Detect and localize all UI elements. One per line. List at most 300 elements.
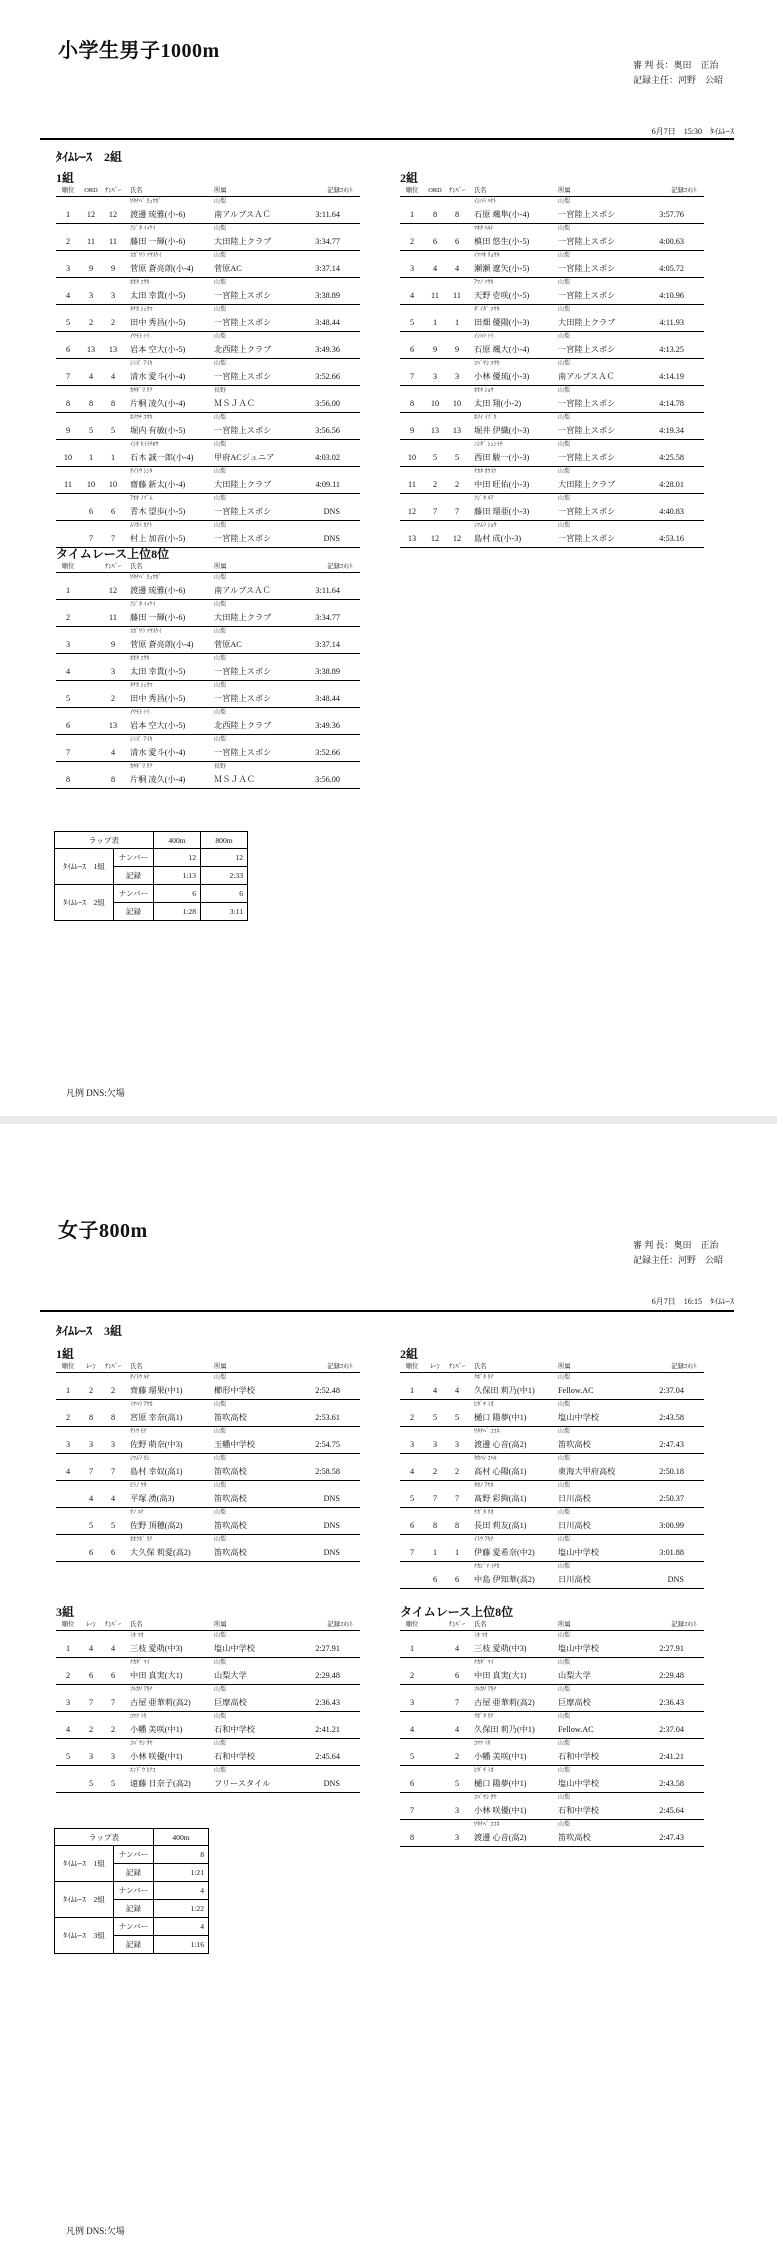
athlete-kana: ｶﾀｷﾞﾘ ﾘｸ bbox=[130, 764, 153, 770]
result-row bbox=[400, 251, 704, 278]
record: 4:11.93 bbox=[659, 318, 684, 327]
team-prefecture: 山梨 bbox=[558, 469, 571, 475]
athlete-kana: ﾜﾀﾅﾍﾞ ﾘｭｳｶﾞ bbox=[130, 199, 162, 205]
record: 4:14.78 bbox=[659, 399, 684, 408]
rank: 6 bbox=[65, 721, 71, 730]
team-prefecture: 山梨 bbox=[214, 442, 227, 448]
team-name: 一宮陸上スポシ bbox=[558, 453, 616, 462]
comment bbox=[340, 718, 360, 734]
athlete-kana: ﾅｶﾀ ｵｳｽｹ bbox=[474, 469, 497, 475]
athlete-name: 渡邊 琉雅(小-6) bbox=[130, 586, 186, 595]
rank bbox=[400, 1572, 424, 1588]
bib-number: 4 bbox=[110, 1644, 116, 1653]
athlete-name: 伊藤 愛希奈(中2) bbox=[474, 1548, 535, 1557]
result-row bbox=[56, 467, 360, 494]
team-prefecture: 山梨 bbox=[558, 1564, 571, 1570]
athlete-name: 大久保 莉愛(高2) bbox=[130, 1548, 191, 1557]
athlete-name: 齊藤 瑠果(中1) bbox=[130, 1386, 183, 1395]
order: 3 bbox=[88, 1440, 94, 1449]
athlete-name: 島村 幸奴(高1) bbox=[130, 1467, 183, 1476]
athlete-name: 小林 咲優(中1) bbox=[474, 1806, 527, 1815]
comment bbox=[340, 1749, 360, 1765]
rank: 7 bbox=[409, 1548, 415, 1557]
athlete-name: 槙田 悠生(小-5) bbox=[474, 237, 530, 246]
athlete-name: 田中 秀昌(小-5) bbox=[130, 318, 186, 327]
comment bbox=[684, 477, 704, 493]
lap-record-label: 記録 bbox=[114, 1936, 154, 1954]
team-prefecture: 山梨 bbox=[214, 361, 227, 367]
order bbox=[424, 1803, 446, 1819]
team-prefecture: 山梨 bbox=[214, 1483, 227, 1489]
athlete-kana: ｻﾉ ﾕﾅ bbox=[130, 1510, 144, 1516]
team-name: 一宮陸上スポシ bbox=[214, 507, 272, 516]
record: 2:27.91 bbox=[315, 1644, 340, 1653]
bib-number: 7 bbox=[110, 534, 116, 543]
athlete-name: 古屋 亜華莉(高2) bbox=[474, 1698, 535, 1707]
result-row bbox=[400, 1508, 704, 1535]
column-header bbox=[80, 562, 102, 572]
column-header: 記録 bbox=[327, 1621, 340, 1628]
record: 2:41.21 bbox=[315, 1725, 340, 1734]
team-name: 大田陸上クラブ bbox=[558, 318, 616, 327]
team-prefecture: 山梨 bbox=[214, 1510, 227, 1516]
comment bbox=[684, 1830, 704, 1846]
athlete-kana: ﾌｼﾞﾀ ｲｯｹｲ bbox=[130, 602, 156, 608]
athlete-name: 高村 心陽(高1) bbox=[474, 1467, 527, 1476]
team-name: 笛吹高校 bbox=[214, 1413, 247, 1422]
team-prefecture: 山梨 bbox=[558, 388, 571, 394]
results-page bbox=[0, 1124, 777, 2254]
rank: 5 bbox=[409, 318, 415, 327]
record: 2:45.64 bbox=[659, 1806, 684, 1815]
rank: 2 bbox=[65, 1671, 71, 1680]
bib-number: 7 bbox=[454, 507, 460, 516]
athlete-kana: ｻﾄｳ ﾓﾅ bbox=[130, 1429, 147, 1435]
column-header: 記録 bbox=[671, 1621, 684, 1628]
column-header: 順位 bbox=[405, 187, 419, 194]
column-header: ｺﾒﾝﾄ bbox=[684, 187, 697, 194]
team-prefecture: 山梨 bbox=[558, 334, 571, 340]
comment bbox=[340, 450, 360, 466]
athlete-kana: ﾌｼﾞﾀ ｲｯｹｲ bbox=[130, 226, 156, 232]
team-name: 石和中学校 bbox=[214, 1725, 255, 1734]
record: 3:01.88 bbox=[659, 1548, 684, 1557]
athlete-name: 中田 真実(大1) bbox=[130, 1671, 183, 1680]
rank: 1 bbox=[409, 1644, 415, 1653]
athlete-name: 太田 翔(小-2) bbox=[474, 399, 522, 408]
athlete-name: 片桐 凌久(小-4) bbox=[130, 399, 186, 408]
team-name: 東海大甲府高校 bbox=[558, 1467, 616, 1476]
team-name: 塩山中学校 bbox=[558, 1548, 599, 1557]
column-header: ﾅﾝﾊﾞｰ bbox=[449, 1363, 465, 1370]
record: 2:47.43 bbox=[659, 1440, 684, 1449]
column-header: 氏名 bbox=[474, 187, 487, 194]
bib-number: 2 bbox=[454, 480, 460, 489]
lap-number-label: ナンバー bbox=[114, 885, 154, 903]
result-row bbox=[400, 1454, 704, 1481]
order: 13 bbox=[86, 345, 96, 354]
column-header: 氏名 bbox=[130, 563, 143, 570]
lap-record: 1:21 bbox=[154, 1864, 209, 1882]
result-row bbox=[56, 1631, 360, 1658]
result-row bbox=[400, 1400, 704, 1427]
comment bbox=[340, 207, 360, 223]
rank: 2 bbox=[409, 237, 415, 246]
order: 7 bbox=[432, 1494, 438, 1503]
rank: 4 bbox=[409, 1725, 415, 1734]
team-prefecture: 山梨 bbox=[558, 415, 571, 421]
athlete-kana: ﾋﾗﾉ ｳﾀ bbox=[130, 1483, 147, 1489]
result-row bbox=[56, 386, 360, 413]
result-row bbox=[400, 332, 704, 359]
team-name: 日川高校 bbox=[558, 1494, 591, 1503]
column-header: ｺﾒﾝﾄ bbox=[340, 563, 353, 570]
team-name: 玉幡中学校 bbox=[214, 1440, 255, 1449]
athlete-kana: ｽｶﾞﾜﾗ ｿｳｽｹｲ bbox=[130, 629, 162, 635]
team-name: 一宮陸上スポシ bbox=[558, 291, 616, 300]
race-datetime: 6月7日 15:30 ﾀｲﾑﾚｰｽ bbox=[651, 127, 734, 136]
order: 5 bbox=[432, 453, 438, 462]
block-title: 2組 bbox=[400, 171, 419, 185]
team-name: 塩山中学校 bbox=[214, 1644, 255, 1653]
rank: 5 bbox=[409, 1494, 415, 1503]
column-header: 氏名 bbox=[474, 1363, 487, 1370]
team-name: 一宮陸上スポシ bbox=[558, 345, 616, 354]
team-name: 大田陸上クラブ bbox=[214, 237, 272, 246]
team-name: 一宮陸上スポシ bbox=[214, 318, 272, 327]
bib-number: 2 bbox=[454, 1752, 460, 1761]
comment bbox=[684, 288, 704, 304]
result-row bbox=[400, 1631, 704, 1658]
rank: 13 bbox=[407, 534, 417, 543]
record: 2:37.04 bbox=[659, 1386, 684, 1395]
rank: 8 bbox=[65, 399, 71, 408]
comment bbox=[340, 1518, 360, 1534]
athlete-kana: ﾅｶﾀﾞ ﾏｲ bbox=[130, 1660, 150, 1666]
team-name: 石和中学校 bbox=[214, 1752, 255, 1761]
column-header: ｺﾒﾝﾄ bbox=[684, 1621, 697, 1628]
order: 1 bbox=[88, 453, 94, 462]
lap-distance: 400m bbox=[154, 832, 201, 849]
athlete-kana: ﾑﾗｶﾐ ｶﾅﾄ bbox=[130, 523, 153, 529]
rank bbox=[56, 1545, 80, 1561]
column-header: ﾚｰﾝ bbox=[86, 1363, 96, 1370]
comment bbox=[340, 531, 360, 547]
bib-number: 8 bbox=[454, 1521, 460, 1530]
rank: 1 bbox=[409, 210, 415, 219]
result-row bbox=[400, 1535, 704, 1562]
bib-number: 7 bbox=[454, 1494, 460, 1503]
team-prefecture: 山梨 bbox=[214, 683, 227, 689]
result-row bbox=[56, 440, 360, 467]
athlete-kana: ﾌﾙｶﾜ ｱｷﾅ bbox=[130, 1687, 153, 1693]
team-prefecture: 山梨 bbox=[558, 361, 571, 367]
comment bbox=[684, 207, 704, 223]
record: 4:14.19 bbox=[659, 372, 684, 381]
comment bbox=[684, 1518, 704, 1534]
lap-record-label: 記録 bbox=[114, 1900, 154, 1918]
lap-number-label: ナンバー bbox=[114, 1918, 154, 1936]
team-prefecture: 山梨 bbox=[558, 199, 571, 205]
block-title: タイムレース上位8位 bbox=[56, 547, 170, 561]
rank: 2 bbox=[409, 1413, 415, 1422]
comment bbox=[340, 664, 360, 680]
comment bbox=[340, 1641, 360, 1657]
record: DNS bbox=[323, 1779, 340, 1788]
athlete-name: 藤田 瑠亜(小-3) bbox=[474, 507, 530, 516]
block-title: 3組 bbox=[56, 1605, 75, 1619]
comment bbox=[684, 1572, 704, 1588]
rank: 5 bbox=[65, 1752, 71, 1761]
order: 8 bbox=[88, 399, 94, 408]
bib-number: 12 bbox=[108, 586, 118, 595]
record: 3:11.64 bbox=[315, 210, 340, 219]
result-row bbox=[56, 600, 360, 627]
bib-number: 3 bbox=[110, 291, 116, 300]
comment bbox=[684, 1545, 704, 1561]
athlete-name: 石木 誠一郎(小-4) bbox=[130, 453, 194, 462]
column-header: 所属 bbox=[214, 187, 227, 194]
team-prefecture: 山梨 bbox=[558, 442, 571, 448]
result-row bbox=[400, 1562, 704, 1589]
team-name: 一宮陸上スポシ bbox=[558, 534, 616, 543]
order bbox=[424, 1776, 446, 1792]
rank: 4 bbox=[65, 1725, 71, 1734]
athlete-name: 瀬瀬 遼矢(小-5) bbox=[474, 264, 530, 273]
rank: 5 bbox=[65, 694, 71, 703]
order: 1 bbox=[432, 1548, 438, 1557]
lap-record-label: 記録 bbox=[114, 1864, 154, 1882]
bib-number: 4 bbox=[454, 264, 460, 273]
lap-number-label: ナンバー bbox=[114, 1882, 154, 1900]
athlete-name: 石原 颯大(小-4) bbox=[474, 345, 530, 354]
team-prefecture: 山梨 bbox=[558, 1402, 571, 1408]
comment bbox=[684, 423, 704, 439]
athlete-name: 天野 壱咲(小-5) bbox=[474, 291, 530, 300]
team-prefecture: 山梨 bbox=[214, 1660, 227, 1666]
order bbox=[80, 745, 102, 761]
bib-number: 2 bbox=[110, 1386, 116, 1395]
result-row bbox=[56, 413, 360, 440]
team-prefecture: 山梨 bbox=[214, 1429, 227, 1435]
column-header: ﾅﾝﾊﾞｰ bbox=[105, 563, 121, 570]
team-name: 菅原AC bbox=[214, 264, 242, 273]
bib-number: 9 bbox=[110, 640, 116, 649]
team-name: 塩山中学校 bbox=[558, 1644, 599, 1653]
column-header: 順位 bbox=[61, 563, 75, 570]
comment bbox=[684, 531, 704, 547]
bib-number: 5 bbox=[110, 1521, 116, 1530]
comment bbox=[684, 1464, 704, 1480]
result-row bbox=[56, 521, 360, 548]
rank: 11 bbox=[408, 480, 416, 489]
bib-number: 3 bbox=[110, 667, 116, 676]
column-header-row bbox=[400, 1362, 704, 1373]
rank: 2 bbox=[65, 613, 71, 622]
comment bbox=[340, 1545, 360, 1561]
column-header: 氏名 bbox=[130, 187, 143, 194]
order bbox=[80, 583, 102, 599]
team-name: 笛吹高校 bbox=[558, 1833, 591, 1842]
athlete-kana: ｵｵﾀ ｼｮｳ bbox=[474, 388, 494, 394]
rank: 1 bbox=[65, 1644, 71, 1653]
team-prefecture: 長野 bbox=[214, 764, 227, 770]
athlete-name: 小林 咲優(中1) bbox=[130, 1752, 183, 1761]
rank: 3 bbox=[65, 1440, 71, 1449]
record: 4:10.96 bbox=[659, 291, 684, 300]
team-prefecture: 山梨 bbox=[214, 710, 227, 716]
heat-block bbox=[400, 1346, 704, 1589]
athlete-name: 太田 幸貴(小-5) bbox=[130, 291, 186, 300]
athlete-name: 村上 加音(小-5) bbox=[130, 534, 186, 543]
athlete-name: 藤田 一輝(小-6) bbox=[130, 613, 186, 622]
lap-record: 1:16 bbox=[154, 1936, 209, 1954]
result-row bbox=[400, 1712, 704, 1739]
lap-group: ﾀｲﾑﾚｰｽ 1組 bbox=[55, 1846, 114, 1882]
team-name: 南アルプスＡＣ bbox=[214, 586, 271, 595]
lap-number: 12 bbox=[201, 849, 248, 867]
athlete-name: 三枝 愛萌(中3) bbox=[474, 1644, 527, 1653]
athlete-name: 田畑 優陽(小-3) bbox=[474, 318, 530, 327]
team-name: 笛吹高校 bbox=[214, 1548, 247, 1557]
athlete-kana: ｼﾏﾑﾗ ｼｮｳ bbox=[474, 523, 497, 529]
bib-number: 10 bbox=[452, 399, 462, 408]
team-name: Fellow.AC bbox=[558, 1725, 594, 1734]
comment bbox=[684, 396, 704, 412]
record: 4:00.63 bbox=[659, 237, 684, 246]
result-row bbox=[56, 1739, 360, 1766]
lap-number: 8 bbox=[154, 1846, 209, 1864]
athlete-kana: ｺﾏﾂ ﾐｷ bbox=[130, 1714, 147, 1720]
rank: 2 bbox=[65, 237, 71, 246]
bib-number: 7 bbox=[110, 1698, 116, 1707]
athlete-name: 渡邊 心音(高2) bbox=[474, 1440, 527, 1449]
column-header: ORD bbox=[428, 187, 442, 194]
team-name: 笛吹高校 bbox=[214, 1521, 247, 1530]
lap-number: 4 bbox=[154, 1918, 209, 1936]
column-header: 氏名 bbox=[474, 1621, 487, 1628]
rank: 3 bbox=[409, 1698, 415, 1707]
lap-number-label: ナンバー bbox=[114, 849, 154, 867]
team-prefecture: 山梨 bbox=[558, 1510, 571, 1516]
rank: 1 bbox=[409, 1386, 415, 1395]
athlete-kana: ｲﾜﾓﾄ ｿﾗ bbox=[130, 334, 150, 340]
team-prefecture: 山梨 bbox=[214, 199, 227, 205]
column-header bbox=[424, 1620, 446, 1630]
athlete-kana: ﾎﾘｳﾁ ﾕｳｷ bbox=[130, 415, 153, 421]
rank: 12 bbox=[407, 507, 417, 516]
heat-block bbox=[56, 170, 360, 548]
order: 4 bbox=[88, 372, 94, 381]
team-prefecture: 山梨 bbox=[214, 1714, 227, 1720]
comment bbox=[340, 1464, 360, 1480]
team-prefecture: 山梨 bbox=[558, 1537, 571, 1543]
order: 9 bbox=[432, 345, 438, 354]
ranking-block bbox=[400, 1604, 704, 1847]
bib-number: 8 bbox=[110, 399, 116, 408]
record: 4:19.34 bbox=[659, 426, 684, 435]
order bbox=[80, 637, 102, 653]
athlete-kana: ﾋﾀﾞﾁ ﾐｵ bbox=[474, 1768, 494, 1774]
bib-number: 6 bbox=[110, 1548, 116, 1557]
order bbox=[80, 691, 102, 707]
lap-number: 6 bbox=[154, 885, 201, 903]
recorder: 記録主任：河野 公昭 bbox=[633, 75, 724, 85]
referee: 審 判 長：奥田 正治 bbox=[633, 60, 719, 70]
athlete-kana: ｲｼﾊﾗ ｿﾗ bbox=[474, 334, 494, 340]
lap-table bbox=[54, 1828, 209, 1954]
lap-record: 1:28 bbox=[154, 903, 201, 921]
athlete-name: 久保田 莉乃(中1) bbox=[474, 1386, 535, 1395]
lap-record-label: 記録 bbox=[114, 903, 154, 921]
rank: 2 bbox=[65, 1413, 71, 1422]
rank: 8 bbox=[65, 775, 71, 784]
athlete-name: 菅原 蒼亮朗(小-4) bbox=[130, 640, 194, 649]
record: 4:28.01 bbox=[659, 480, 684, 489]
record: 4:03.02 bbox=[315, 453, 340, 462]
rank: 3 bbox=[65, 264, 71, 273]
comment bbox=[684, 1722, 704, 1738]
comment bbox=[340, 1722, 360, 1738]
rank: 7 bbox=[65, 372, 71, 381]
event-title: 小学生男子1000m bbox=[58, 40, 220, 62]
order: 2 bbox=[432, 480, 438, 489]
comment bbox=[684, 504, 704, 520]
athlete-kana: ﾋﾀﾞﾁ ﾐｵ bbox=[474, 1402, 494, 1408]
order: 7 bbox=[88, 1698, 94, 1707]
record: 2:52.48 bbox=[315, 1386, 340, 1395]
record: 3:48.44 bbox=[315, 318, 340, 327]
result-row bbox=[56, 681, 360, 708]
bib-number: 8 bbox=[110, 775, 116, 784]
result-row bbox=[56, 762, 360, 789]
comment bbox=[340, 1491, 360, 1507]
record: 3:00.99 bbox=[659, 1521, 684, 1530]
athlete-name: 堀内 有敏(小-5) bbox=[130, 426, 186, 435]
result-row bbox=[400, 386, 704, 413]
athlete-name: 久保田 莉乃(中1) bbox=[474, 1725, 535, 1734]
record: 4:05.72 bbox=[659, 264, 684, 273]
comment bbox=[340, 1437, 360, 1453]
order: 8 bbox=[432, 1521, 438, 1530]
column-header: 順位 bbox=[405, 1621, 419, 1628]
record: 3:34.77 bbox=[315, 237, 340, 246]
bib-number: 8 bbox=[110, 1413, 116, 1422]
athlete-kana: ｵｵｸﾎﾞ ﾘﾅ bbox=[130, 1537, 153, 1543]
athlete-name: 島村 成(小-3) bbox=[474, 534, 522, 543]
rank: 10 bbox=[407, 453, 417, 462]
record: 2:27.91 bbox=[659, 1644, 684, 1653]
lap-record-label: 記録 bbox=[114, 867, 154, 885]
bib-number: 9 bbox=[110, 264, 116, 273]
team-prefecture: 山梨 bbox=[214, 226, 227, 232]
rank: 9 bbox=[65, 426, 71, 435]
athlete-kana: ﾀﾞｲﾀﾞ ﾕｳﾀ bbox=[474, 307, 500, 313]
rank bbox=[56, 1491, 80, 1507]
bib-number: 8 bbox=[454, 210, 460, 219]
column-header: 順位 bbox=[61, 1621, 75, 1628]
bib-number: 3 bbox=[454, 1833, 460, 1842]
bib-number: 1 bbox=[454, 1548, 460, 1557]
team-name: 菅原AC bbox=[214, 640, 242, 649]
order: 11 bbox=[431, 291, 439, 300]
comment bbox=[684, 1491, 704, 1507]
rank bbox=[56, 504, 80, 520]
team-name: 大田陸上クラブ bbox=[214, 480, 272, 489]
team-name: 石和中学校 bbox=[558, 1806, 599, 1815]
result-row bbox=[56, 627, 360, 654]
athlete-kana: ｺﾊﾞﾔｼ ﾕｳｷ bbox=[474, 361, 500, 367]
